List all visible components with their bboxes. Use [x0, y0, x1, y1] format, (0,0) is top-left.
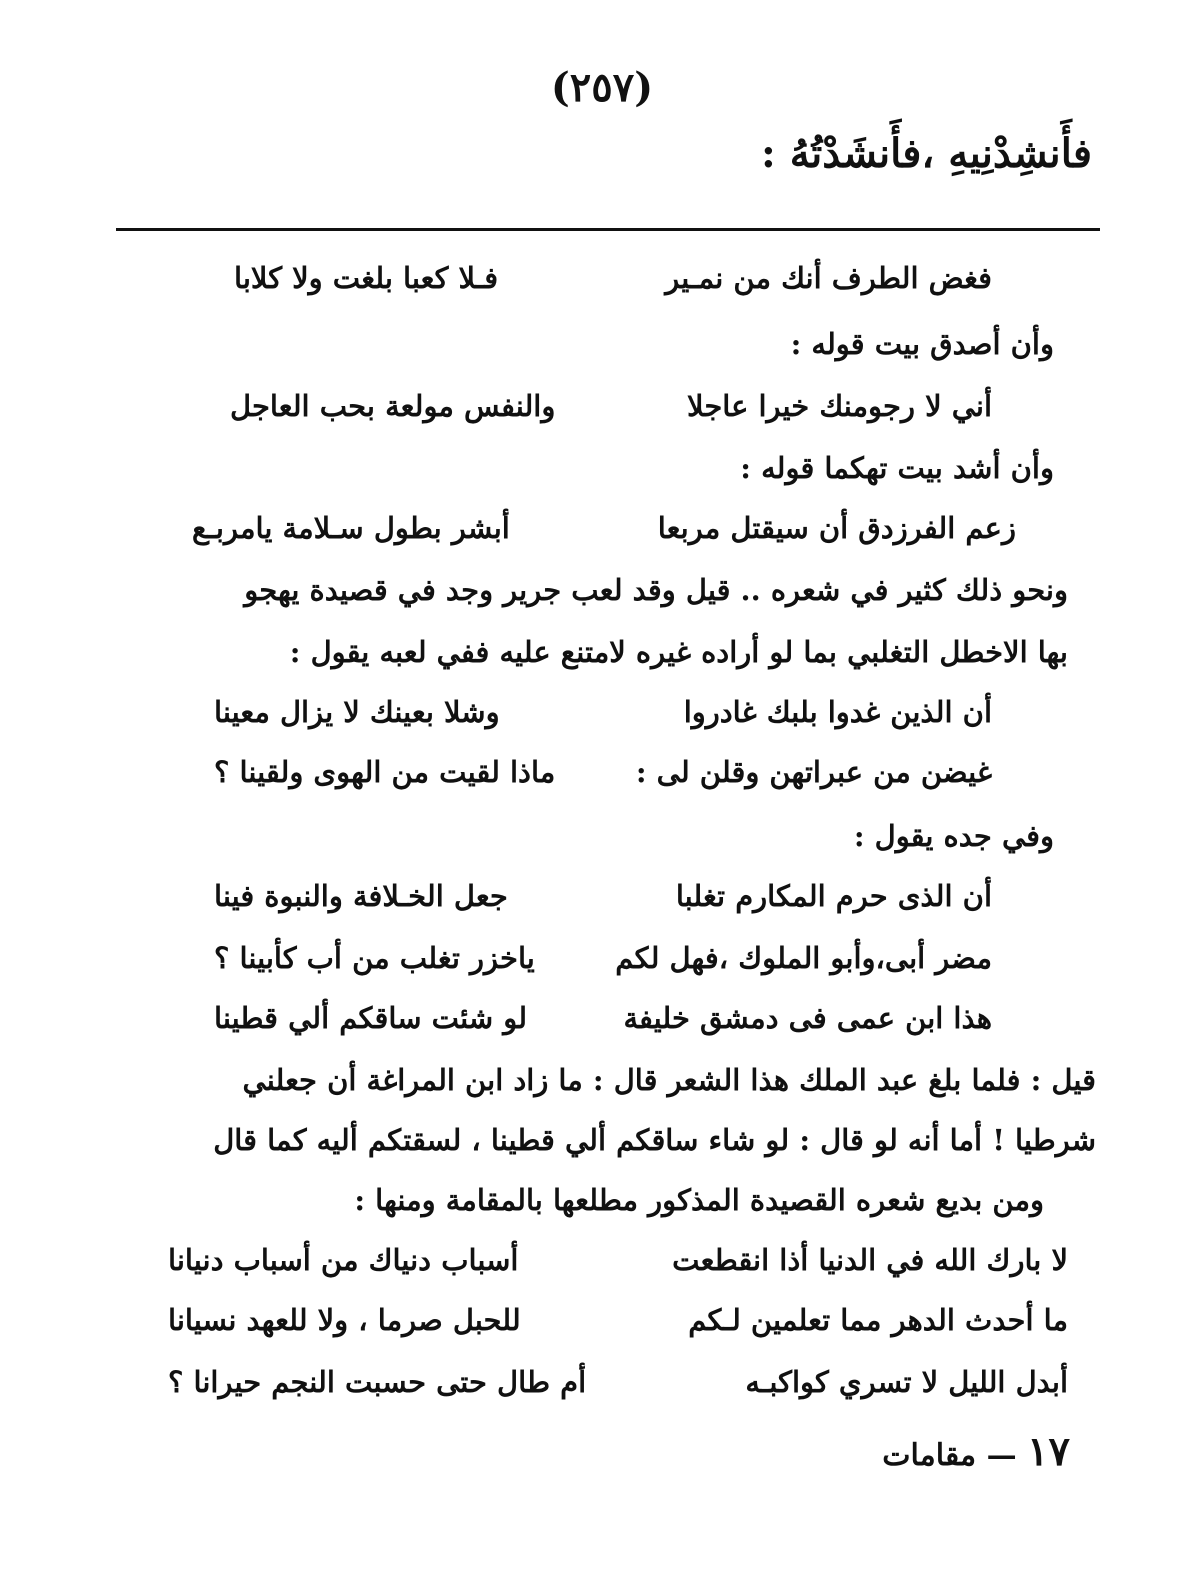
- verse-second-hemistich: ماذا لقيت من الهوى ولقينا ؟: [214, 755, 556, 789]
- verse-line: [214, 876, 992, 916]
- verse-second-hemistich: جعل الخـلافة والنبوة فينا: [214, 879, 508, 913]
- verse-first-hemistich: زعم الفرزدق أن سيقتل مربعا: [657, 511, 1016, 545]
- verse-first-hemistich: لا بارك الله في الدنيا أذا انقطعت: [672, 1243, 1068, 1277]
- printer-signature: [882, 1428, 1070, 1475]
- verse-second-hemistich: ياخزر تغلب من أب كأبينا ؟: [214, 941, 535, 975]
- verse-line: [214, 692, 992, 732]
- verse-first-hemistich: هذا ابن عمى فى دمشق خليفة: [623, 1001, 992, 1035]
- verse-second-hemistich: والنفس مولعة بحب العاجل: [230, 389, 556, 423]
- prose-line: ومن بديع شعره القصيدة المذكور مطلعها بالمقامة ومنها :: [354, 1183, 1044, 1217]
- prose-line: وفي جده يقول :: [853, 819, 1054, 853]
- signature-label: — مقامات: [882, 1438, 1017, 1473]
- prose-line: وأن أشد بيت تهكما قوله :: [740, 451, 1054, 485]
- verse-line: [168, 1240, 1068, 1280]
- verse-first-hemistich: ما أحدث الدهر مما تعلمين لـكم: [688, 1303, 1068, 1337]
- prose-line: بها الاخطل التغلبي بما لو أراده غيره لامتنع عليه ففي لعبه يقول :: [289, 635, 1068, 669]
- page-heading: فأَنشِدْنِيهِ ،فأَنشَدْتُهُ :: [761, 130, 1092, 177]
- horizontal-rule: [116, 228, 1100, 231]
- page-number: (٢٥٧): [550, 64, 654, 111]
- verse-line: [214, 998, 992, 1038]
- verse-line: [214, 752, 992, 792]
- prose-line: قيل : فلما بلغ عبد الملك هذا الشعر قال : ما زاد ابن المراغة أن جعلني: [242, 1063, 1096, 1097]
- verse-second-hemistich: للحبل صرما ، ولا للعهد نسيانا: [168, 1303, 521, 1337]
- verse-first-hemistich: أني لا رجومنك خيرا عاجلا: [687, 389, 992, 423]
- verse-first-hemistich: مضر أبى،وأبو الملوك ،فهل لكم: [615, 941, 992, 975]
- prose-line: شرطيا ! أما أنه لو قال : لو شاء ساقكم ألي قطينا ، لسقتكم أليه كما قال: [213, 1123, 1096, 1157]
- verse-first-hemistich: فغض الطرف أنك من نمـير: [665, 261, 992, 295]
- verse-first-hemistich: أبدل الليل لا تسري كواكبـه: [745, 1365, 1068, 1399]
- verse-second-hemistich: لو شئت ساقكم ألي قطينا: [214, 1001, 528, 1035]
- verse-line: [168, 1362, 1068, 1402]
- verse-line: [168, 1300, 1068, 1340]
- verse-second-hemistich: أبشر بطول سـلامة يامربـع: [192, 511, 510, 545]
- verse-second-hemistich: أم طال حتى حسبت النجم حيرانا ؟: [168, 1365, 587, 1399]
- verse-first-hemistich: أن الذين غدوا بلبك غادروا: [683, 695, 992, 729]
- signature-number: ١٧: [1027, 1428, 1070, 1475]
- verse-line: [214, 938, 992, 978]
- verse-line: [230, 386, 992, 426]
- prose-line: وأن أصدق بيت قوله :: [790, 327, 1054, 361]
- verse-line: [192, 508, 1016, 548]
- verse-first-hemistich: أن الذى حرم المكارم تغلبا: [675, 879, 992, 913]
- verse-line: [234, 258, 992, 298]
- verse-first-hemistich: غيضن من عبراتهن وقلن لى :: [635, 755, 992, 789]
- prose-line: ونحو ذلك كثير في شعره .. قيل وقد لعب جرير وجد في قصيدة يهجو: [244, 573, 1068, 607]
- verse-second-hemistich: أسباب دنياك من أسباب دنيانا: [168, 1243, 519, 1277]
- verse-second-hemistich: وشلا بعينك لا يزال معينا: [214, 695, 500, 729]
- verse-second-hemistich: فـلا كعبا بلغت ولا كلابا: [234, 261, 499, 295]
